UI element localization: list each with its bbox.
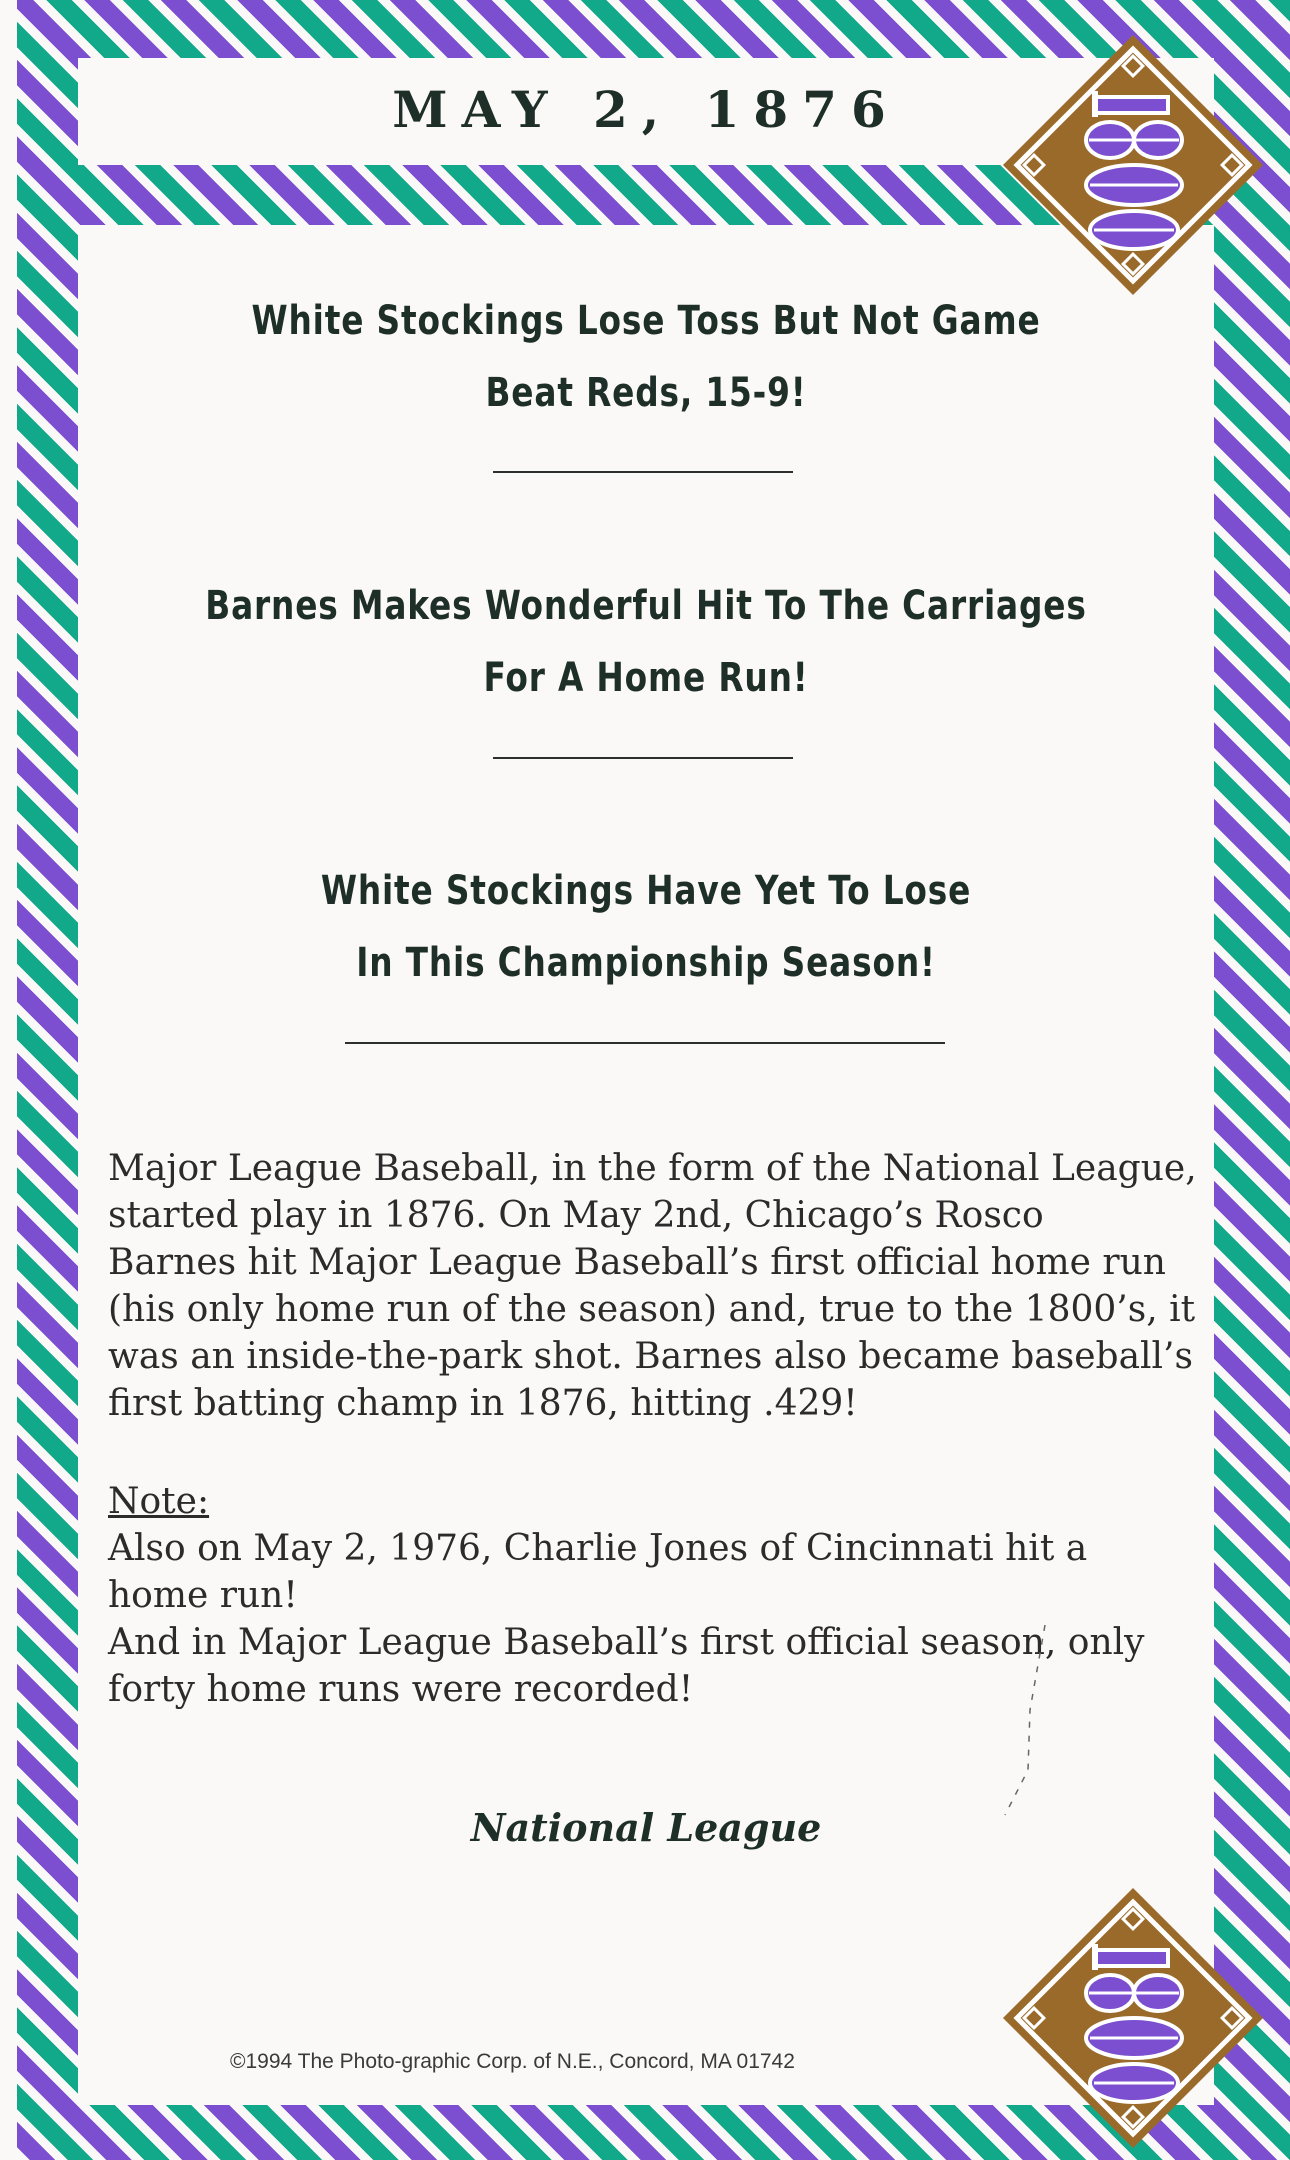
body-line: Barnes hit Major League Baseball’s first official home run [108,1242,1166,1283]
diamond-1800-icon [1003,35,1263,295]
headline-2 [180,570,1112,714]
headline-1 [180,285,1112,429]
body-line: (his only home run of the season) and, true to the 1800’s, it [108,1289,1196,1330]
divider [345,1042,945,1044]
copyright: ©1994 The Photo-graphic Corp. of N.E., Concord, MA 01742 [230,2050,795,2073]
body-line: was an inside-the-park shot. Barnes also became baseball’s [108,1336,1193,1377]
headline-1-line-2: Beat Reds, 15-9! [485,370,807,416]
page-title: MAY 2, 1876 [392,80,900,139]
note-line: Also on May 2, 1976, Charlie Jones of Cincinnati hit a [108,1528,1088,1569]
note-line: And in Major League Baseball’s first official season, only [108,1622,1145,1663]
headline-3-line-1: White Stockings Have Yet To Lose [320,868,972,914]
note-line: home run! [108,1575,298,1616]
emblem-1800-top [1003,35,1263,295]
diamond-1800-icon [1003,1888,1263,2148]
headline-3-line-2: In This Championship Season! [356,940,936,986]
note-line: forty home runs were recorded! [108,1669,694,1710]
headline-2-line-2: For A Home Run! [483,655,809,701]
paper-scratch [1000,1620,1060,1820]
headline-2-line-1: Barnes Makes Wonderful Hit To The Carriages [205,583,1087,629]
headline-1-line-1: White Stockings Lose Toss But Not Game [251,298,1041,344]
note-label: Note: [108,1481,210,1522]
body-line: Major League Baseball, in the form of the National League, [108,1148,1197,1189]
divider [493,471,793,473]
divider [493,757,793,759]
signature: National League [470,1805,822,1850]
body-line: first batting champ in 1876, hitting .429! [108,1383,858,1424]
content-panel [78,225,1214,2105]
body-paragraph [108,1145,1208,1427]
headline-3 [180,855,1112,999]
emblem-1800-bottom [1003,1888,1263,2148]
body-line: started play in 1876. On May 2nd, Chicago’s Rosco [108,1195,1044,1236]
